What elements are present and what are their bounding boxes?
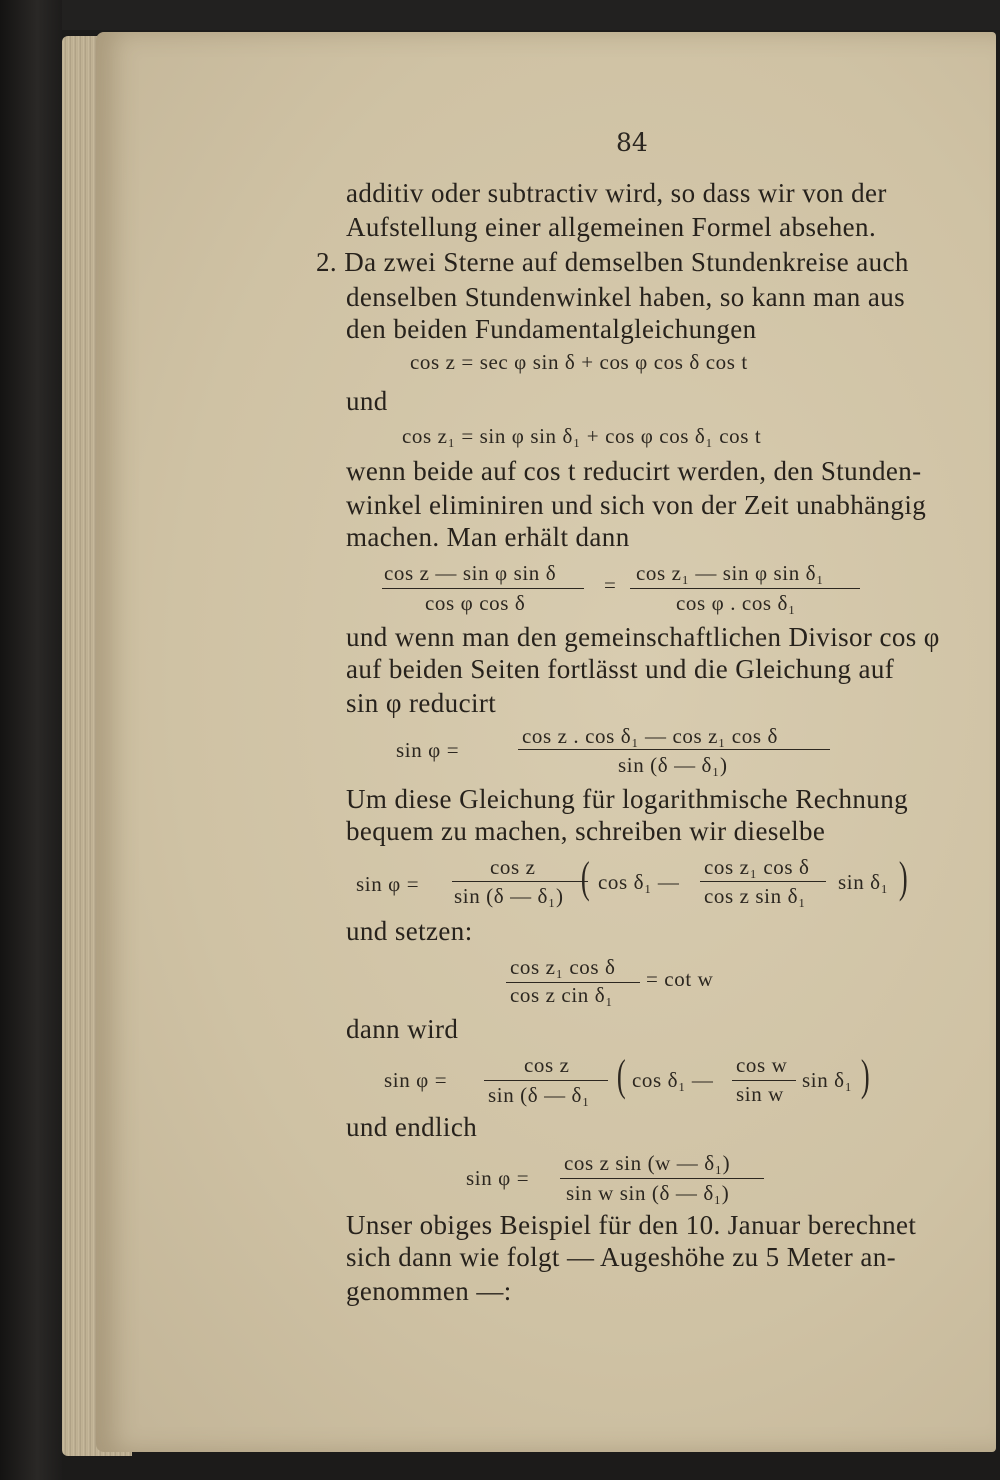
eq5-lhs: sin φ = bbox=[356, 872, 420, 896]
text-line: Um diese Gleichung für logarithmische Rechnung bbox=[346, 784, 909, 814]
eq5-term2: sin δ₁ bbox=[838, 870, 889, 894]
text-line: und wenn man den gemeinschaftlichen Divisor cos φ bbox=[346, 622, 940, 652]
eq8-fraction-bar bbox=[560, 1178, 764, 1179]
text-line: additiv oder subtractiv wird, so dass wir von der bbox=[346, 178, 887, 208]
eq4-lhs: sin φ = bbox=[396, 738, 460, 762]
eq6-rhs: = cot w bbox=[646, 967, 714, 991]
page-number: 84 bbox=[616, 128, 648, 157]
eq7-frac-bar bbox=[484, 1080, 608, 1081]
eq5-frac-denominator: sin (δ — δ₁) bbox=[454, 884, 564, 908]
eq5-frac-numerator: cos z bbox=[490, 855, 536, 879]
text-line: und endlich bbox=[346, 1112, 478, 1142]
text-line: sin φ reducirt bbox=[346, 688, 497, 718]
formula-eq1: cos z = sec φ sin δ + cos φ cos δ cos t bbox=[410, 350, 748, 374]
eq3-left-denominator: cos φ cos δ bbox=[425, 591, 526, 615]
text-line: den beiden Fundamentalgleichungen bbox=[346, 314, 757, 344]
book-cover-left bbox=[0, 0, 62, 1480]
eq5-inner-bar bbox=[700, 881, 826, 882]
eq5-inner-numerator: cos z₁ cos δ bbox=[704, 855, 810, 879]
eq7-lhs: sin φ = bbox=[384, 1068, 448, 1092]
eq8-denominator: sin w sin (δ — δ₁) bbox=[566, 1181, 730, 1205]
eq5-close-paren: ) bbox=[898, 853, 908, 902]
eq7-inner-denominator: sin w bbox=[736, 1082, 784, 1106]
formula-eq2: cos z₁ = sin φ sin δ₁ + cos φ cos δ₁ cos t bbox=[402, 424, 762, 448]
eq7-frac-numerator: cos z bbox=[524, 1053, 570, 1077]
book-cover-top bbox=[0, 0, 1000, 30]
eq6-numerator: cos z₁ cos δ bbox=[510, 955, 616, 979]
eq7-close-paren: ) bbox=[860, 1051, 870, 1100]
eq5-inner-denominator: cos z sin δ₁ bbox=[704, 884, 806, 908]
eq8-lhs: sin φ = bbox=[466, 1166, 530, 1190]
eq7-term2: sin δ₁ bbox=[802, 1068, 853, 1092]
eq3-right-denominator: cos φ . cos δ₁ bbox=[676, 591, 796, 615]
text-line: machen. Man erhält dann bbox=[346, 522, 630, 552]
eq4-fraction-bar bbox=[518, 749, 830, 750]
text-line: auf beiden Seiten fortlässt und die Gleichung auf bbox=[346, 654, 895, 684]
text-line: wenn beide auf cos t reducirt werden, den Stunden- bbox=[346, 456, 922, 486]
eq7-frac-denominator: sin (δ — δ₁ bbox=[488, 1083, 590, 1107]
eq7-inner-bar bbox=[732, 1080, 796, 1081]
text-line: Aufstellung einer allgemeinen Formel absehen. bbox=[346, 212, 877, 242]
eq5-term1: cos δ₁ — bbox=[598, 870, 680, 894]
eq3-right-numerator: cos z₁ — sin φ sin δ₁ bbox=[636, 561, 825, 585]
eq3-right-fraction-bar bbox=[630, 588, 860, 589]
eq3-left-fraction-bar bbox=[382, 588, 584, 589]
text-line: genommen —: bbox=[346, 1276, 512, 1306]
text-line: bequem zu machen, schreiben wir dieselbe bbox=[346, 816, 826, 846]
text-line: Unser obiges Beispiel für den 10. Januar berechnet bbox=[346, 1210, 917, 1240]
text-line: dann wird bbox=[346, 1014, 459, 1044]
text-line: winkel eliminiren und sich von der Zeit unabhängig bbox=[346, 490, 927, 520]
eq7-term1: cos δ₁ — bbox=[632, 1068, 714, 1092]
text-line: und bbox=[346, 386, 388, 416]
eq5-frac-bar bbox=[452, 881, 588, 882]
eq7-inner-numerator: cos w bbox=[736, 1053, 788, 1077]
eq6-denominator: cos z cin δ₁ bbox=[510, 983, 614, 1007]
eq5-open-paren: ( bbox=[580, 853, 590, 902]
eq7-open-paren: ( bbox=[616, 1051, 626, 1100]
eq3-left-numerator: cos z — sin φ sin δ bbox=[384, 561, 557, 585]
text-line: denselben Stundenwinkel haben, so kann man aus bbox=[346, 282, 906, 312]
eq4-numerator: cos z . cos δ₁ — cos z₁ cos δ bbox=[522, 724, 778, 748]
eq3-equals: = bbox=[604, 573, 617, 597]
eq8-numerator: cos z sin (w — δ₁) bbox=[564, 1151, 731, 1175]
text-line: sich dann wie folgt — Augeshöhe zu 5 Meter an- bbox=[346, 1242, 897, 1272]
eq4-denominator: sin (δ — δ₁) bbox=[618, 753, 728, 777]
text-line: und setzen: bbox=[346, 916, 473, 946]
text-line: 2. Da zwei Sterne auf demselben Stundenkreise auch bbox=[316, 247, 909, 277]
